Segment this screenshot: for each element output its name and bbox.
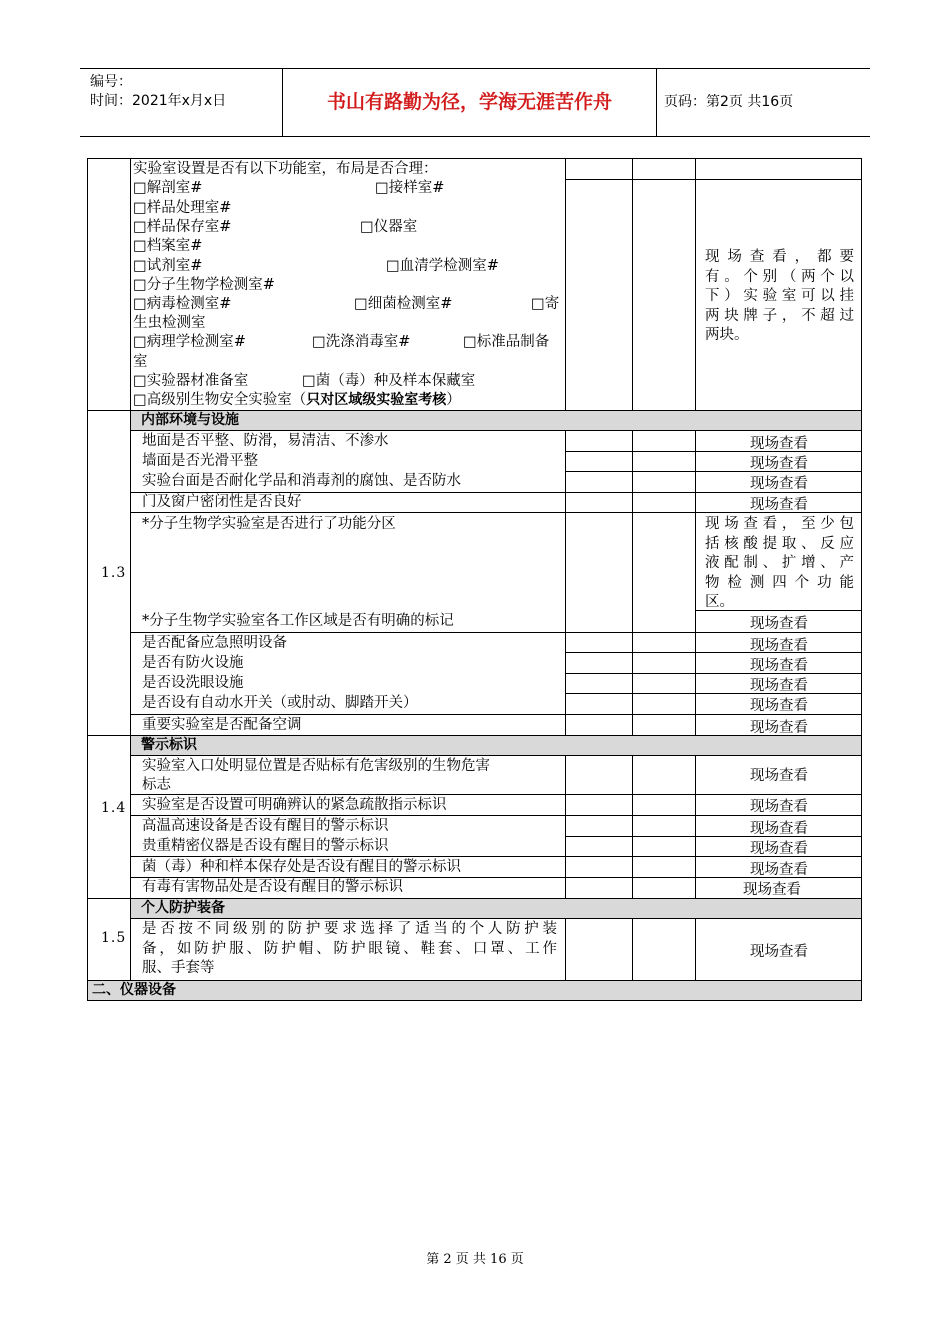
room-item-biosafety — [133, 391, 461, 411]
room-item: □档案室# — [133, 238, 203, 254]
s14-number: 1.4 — [101, 800, 127, 816]
room-item: □分子生物学检测室# — [133, 277, 275, 293]
room-item: □样品保存室# — [133, 219, 232, 235]
note-line: 下）实验室可以挂 — [705, 288, 854, 304]
room-item: □样品处理室# — [133, 200, 232, 216]
check-label: 现场查看 — [750, 720, 808, 736]
note-line: 物检测四个功能 — [705, 574, 854, 591]
motto: 书山有路勤为径，学海无涯苦作舟 — [283, 69, 657, 136]
s14-item: 实验室是否设置可明确辨认的紧急疏散指示标识 — [142, 797, 447, 813]
s14-title-bg — [130, 735, 861, 755]
s14-item: 菌（毒）种和样本保存处是否设有醒目的警示标识 — [142, 859, 461, 875]
check-label: 现场查看 — [750, 799, 808, 815]
page-info: 页码：第2页 共16页 — [664, 94, 794, 110]
page-footer: 第 2 页 共 16 页 — [426, 1252, 524, 1267]
check-label: 现场查看 — [750, 436, 808, 452]
s15-title-bg — [130, 898, 861, 918]
rooms-intro: 实验室设置是否有以下功能室，布局是否合理： — [133, 161, 438, 177]
note-line: 现场查看，至少包 — [705, 516, 854, 532]
room-item: □仪器室 — [360, 219, 418, 235]
note-line: 括核酸提取、反应 — [705, 535, 854, 552]
s15-number: 1.5 — [101, 930, 127, 946]
s14-item: 高温高速设备是否设有醒目的警示标识 — [142, 818, 389, 834]
s13-item: 地面是否平整、防滑，易清洁、不渗水 — [142, 433, 389, 449]
s13-item: *分子生物学实验室是否进行了功能分区 — [142, 516, 396, 532]
room-item: 生虫检测室 — [133, 315, 206, 331]
check-label: 现场查看 — [750, 821, 808, 837]
s14-item: 标志 — [142, 777, 171, 793]
note-line: 两块。 — [705, 327, 749, 343]
serial-label: 编号： — [90, 74, 132, 90]
check-label: 现场查看 — [750, 476, 808, 492]
check-label: 现场查看 — [750, 862, 808, 878]
s14-item: 有毒有害物品处是否设有醒目的警示标识 — [142, 879, 403, 895]
s13-item: 门及窗户密闭性是否良好 — [142, 494, 302, 510]
s13-item: 重要实验室是否配备空调 — [142, 717, 302, 733]
check-label: 现场查看 — [750, 944, 808, 960]
item-line: 是否按不同级别的防护要求选择了适当的个人防护装 — [142, 921, 557, 937]
room-item: □细菌检测室# — [354, 296, 453, 312]
note-line: 现场查看，都要 — [705, 249, 854, 265]
room-item: □菌（毒）种及样本保藏室 — [302, 373, 476, 389]
item-line: 备，如防护服、防护帽、防护眼镜、鞋套、口罩、工作 — [142, 940, 557, 957]
date-line: 时间：2021年x月x日 — [90, 93, 227, 109]
room-item: □病毒检测室# — [133, 296, 232, 312]
s15-item — [142, 920, 557, 979]
s13-title-bg — [130, 410, 861, 430]
biosafety-scope: 只对区域级实验室考核 — [306, 392, 447, 408]
room-item: □解剖室# — [133, 180, 203, 196]
zone-note — [705, 515, 854, 613]
s13-item: 是否设洗眼设施 — [142, 675, 244, 691]
check-label: 现场查看 — [750, 841, 808, 857]
rooms-note — [705, 248, 854, 346]
item-line: 服、手套等 — [142, 960, 215, 976]
note-line: 有。个别（两个以 — [705, 268, 854, 285]
check-label: 现场查看 — [743, 882, 801, 898]
note-line: 区。 — [705, 594, 734, 610]
check-label: 现场查看 — [750, 768, 808, 784]
s15-title: 个人防护装备 — [141, 900, 225, 916]
check-label: 现场查看 — [750, 497, 808, 513]
s13-item: 是否有防火设施 — [142, 655, 244, 671]
s13-item: 是否设有自动水开关（或肘动、脚踏开关） — [142, 695, 418, 711]
s13-item: 是否配备应急照明设备 — [142, 635, 287, 651]
s14-title: 警示标识 — [141, 737, 197, 753]
note-line: 液配制、扩增、产 — [705, 555, 854, 571]
check-label: 现场查看 — [750, 616, 808, 632]
check-label: 现场查看 — [750, 698, 808, 714]
s13-item: *分子生物学实验室各工作区域是否有明确的标记 — [142, 613, 454, 629]
check-label: 现场查看 — [750, 678, 808, 694]
room-item: □血清学检测室# — [386, 258, 499, 274]
s13-title: 内部环境与设施 — [141, 412, 239, 428]
s14-item: 实验室入口处明显位置是否贴标有危害级别的生物危害 — [142, 758, 490, 774]
room-item: □实验器材准备室 — [133, 373, 249, 389]
room-item: □病理学检测室# — [133, 334, 246, 350]
note-line: 两块牌子，不超过 — [705, 307, 854, 324]
biosafety-label: □高级别生物安全实验室（ — [133, 392, 307, 408]
s13-number: 1.3 — [101, 565, 127, 581]
room-item: 室 — [133, 354, 148, 370]
s13-item: 实验台面是否耐化学品和消毒剂的腐蚀、是否防水 — [142, 473, 461, 489]
s14-item: 贵重精密仪器是否设有醒目的警示标识 — [142, 838, 389, 854]
check-label: 现场查看 — [750, 658, 808, 674]
room-item: □试剂室# — [133, 258, 203, 274]
room-item: □洗涤消毒室# — [312, 334, 411, 350]
check-label: 现场查看 — [750, 456, 808, 472]
section2-bg — [88, 980, 861, 1000]
room-item: □接样室# — [375, 180, 445, 196]
biosafety-close: ） — [446, 392, 461, 408]
room-item: □寄 — [531, 296, 560, 312]
check-label: 现场查看 — [750, 638, 808, 654]
s13-item: 墙面是否光滑平整 — [142, 453, 258, 469]
section2-heading: 二、仪器设备 — [92, 982, 176, 998]
room-item: □标准品制备 — [463, 334, 550, 350]
